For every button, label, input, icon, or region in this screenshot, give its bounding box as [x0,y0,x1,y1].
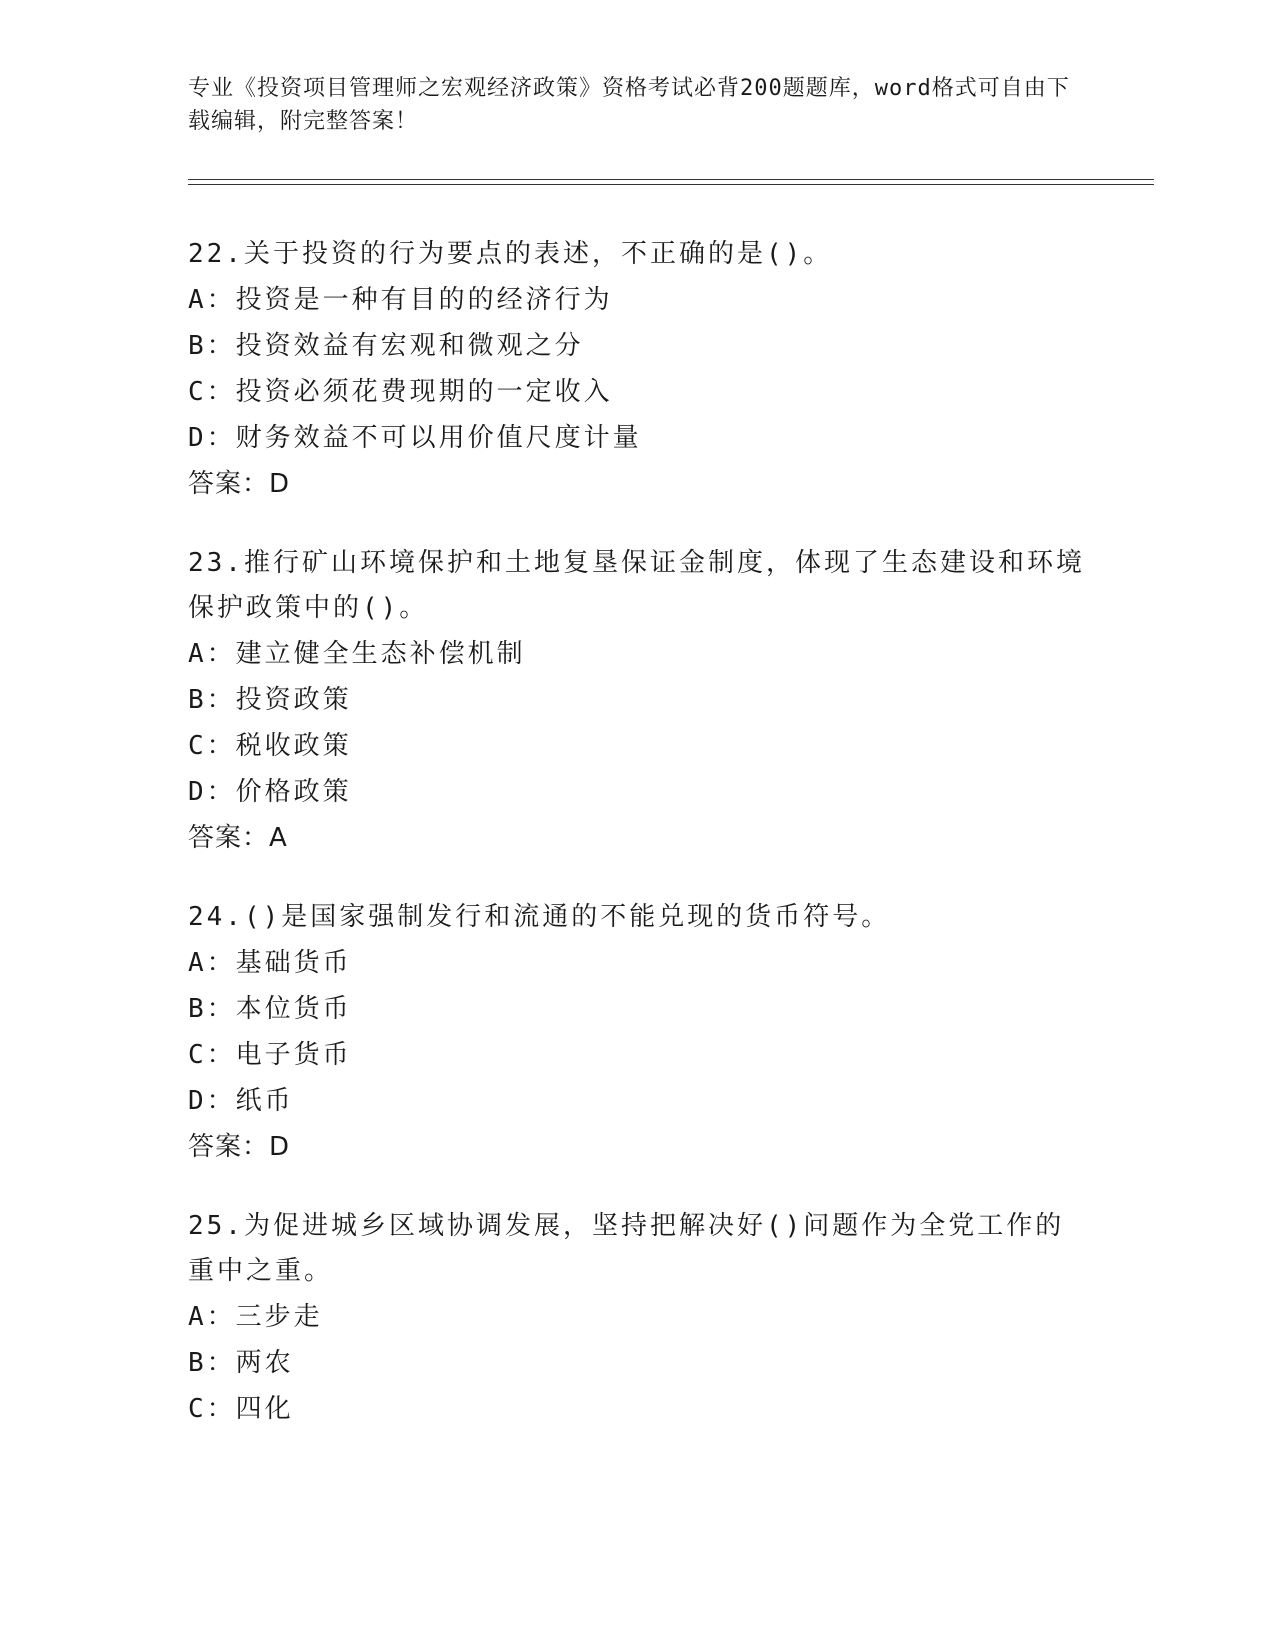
question-25 [188,1204,1088,1432]
option-b: B：两农 [188,1348,294,1378]
option-a: A：基础货币 [188,948,352,978]
option-d: D：纸币 [188,1086,294,1116]
question-stem: 22.关于投资的行为要点的表述，不正确的是()。 [188,239,833,269]
question-stem: 25.为促进城乡区域协调发展，坚持把解决好()问题作为全党工作的重中之重。 [188,1211,1065,1286]
question-23 [188,541,1088,861]
answer: 答案：D [188,1132,291,1162]
question-24 [188,895,1088,1170]
option-a: A：投资是一种有目的的经济行为 [188,285,613,315]
option-c: C：电子货币 [188,1040,352,1070]
option-c: C：税收政策 [188,731,352,761]
header-title: 专业《投资项目管理师之宏观经济政策》资格考试必背200题题库，word格式可自由下载编辑，附完整答案！ [188,76,1070,134]
option-d: D：财务效益不可以用价值尺度计量 [188,423,642,453]
question-22 [188,232,1088,507]
answer: 答案：D [188,469,291,499]
question-stem: 23.推行矿山环境保护和土地复垦保证金制度，体现了生态建设和环境保护政策中的()。 [188,548,1085,623]
option-a: A：建立健全生态补偿机制 [188,639,526,669]
question-list [188,232,1088,1466]
option-c: C：投资必须花费现期的一定收入 [188,377,613,407]
option-b: B：投资政策 [188,685,352,715]
question-stem: 24.()是国家强制发行和流通的不能兑现的货币符号。 [188,902,891,932]
option-d: D：价格政策 [188,777,352,807]
option-a: A：三步走 [188,1302,323,1332]
header-divider-top [188,179,1154,180]
document-header [188,72,1088,138]
answer: 答案：A [188,823,288,853]
option-c: C：四化 [188,1394,294,1424]
option-b: B：投资效益有宏观和微观之分 [188,331,584,361]
header-divider-bottom [188,184,1154,185]
option-b: B：本位货币 [188,994,352,1024]
